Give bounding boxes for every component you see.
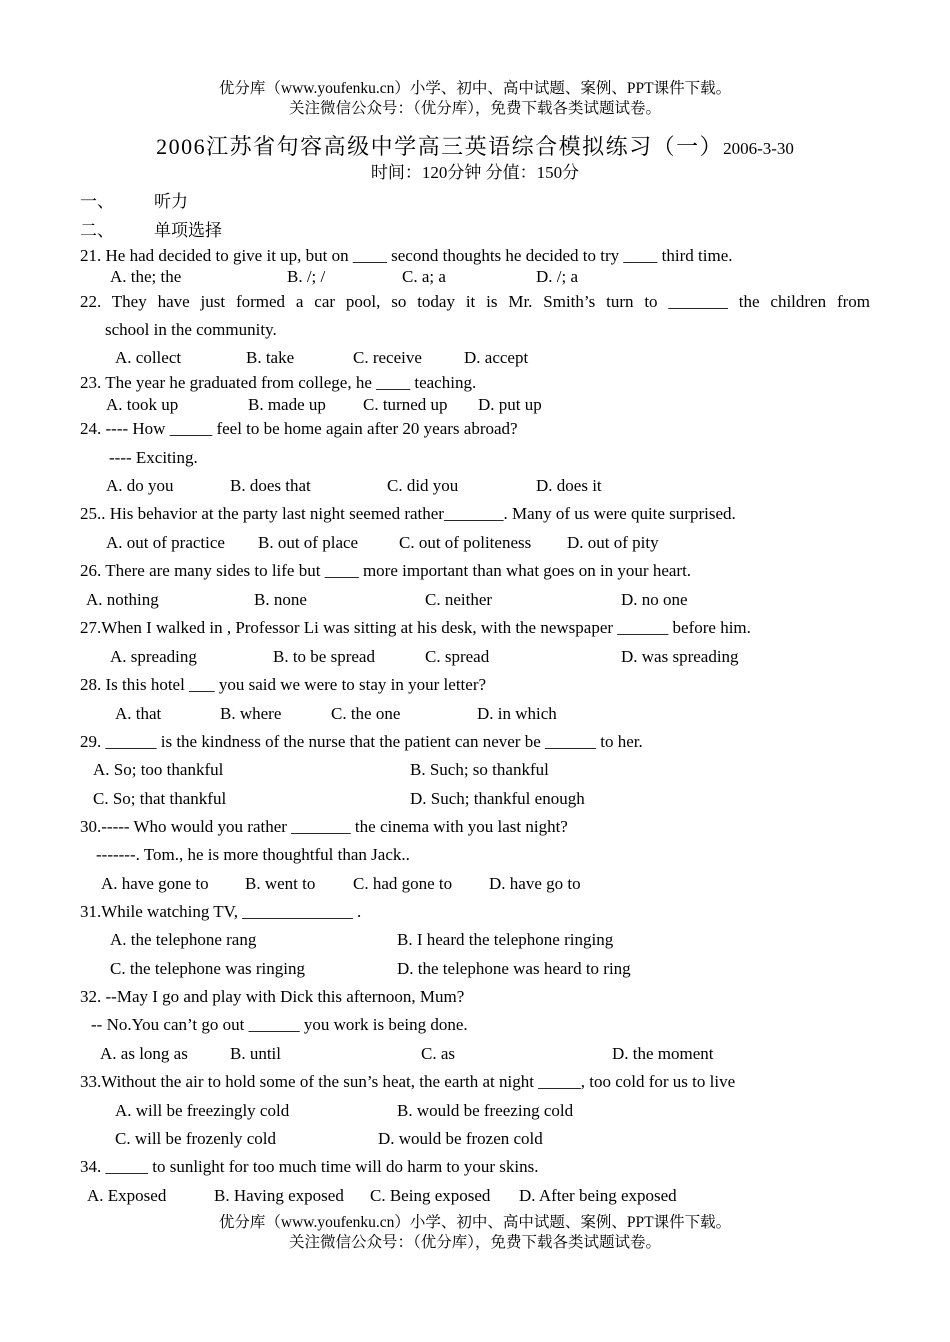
question-stem: 28. Is this hotel ___ you said we were to stay in your letter? [80,675,487,694]
exam-meta: 时间：120分钟 分值：150分 [370,163,580,182]
option: B. went to [245,874,316,893]
option: B. Such; so thankful [410,760,549,779]
option: D. have go to [489,874,581,893]
question-stem: 25.. His behavior at the party last night seemed rather_______. Many of us were quite surprised. [80,504,736,523]
question-stem: 27.When I walked in , Professor Li was sitting at his desk, with the newspaper ______ before him. [80,618,751,637]
question-stem: 21. He had decided to give it up, but on ____ second thoughts he decided to try ____ third time. [80,246,733,265]
header-line-2: 关注微信公众号：（优分库），免费下载各类试题试卷。 [288,100,661,117]
footer-line-2: 关注微信公众号：（优分库），免费下载各类试题试卷。 [288,1234,661,1251]
option: B. would be freezing cold [397,1101,574,1120]
option: C. had gone to [353,874,453,893]
section-label: 二、 [80,221,114,240]
option: A. have gone to [101,874,209,893]
header-line-1: 优分库（www.youfenku.cn）小学、初中、高中试题、案例、PPT课件下载。 [218,80,732,97]
option: A. will be freezingly cold [115,1101,290,1120]
option: A. So; too thankful [93,760,224,779]
option: C. did you [387,476,459,495]
option: A. that [115,704,162,723]
option: C. Being exposed [370,1186,491,1205]
option: B. I heard the telephone ringing [397,930,614,949]
option: C. the telephone was ringing [110,959,305,978]
question-stem: 34. _____ to sunlight for too much time will do harm to your skins. [80,1157,539,1176]
option: D. would be frozen cold [378,1129,543,1148]
question-stem: 24. ---- How _____ feel to be home again after 20 years abroad? [80,419,518,438]
option: A. the; the [110,267,182,286]
option: D. out of pity [567,533,659,552]
footer-line-1: 优分库（www.youfenku.cn）小学、初中、高中试题、案例、PPT课件下载。 [218,1214,732,1231]
question-stem: 30.----- Who would you rather _______ the cinema with you last night? [80,817,568,836]
option: D. the moment [612,1044,714,1063]
question-stem: 26. There are many sides to life but ____ more important than what goes on in your heart. [80,561,692,580]
option: A. nothing [86,590,159,609]
page-title [0,134,950,162]
question-stem: 23. The year he graduated from college, he ____ teaching. [80,373,477,392]
option: A. spreading [110,647,197,666]
option: B. /; / [287,267,326,286]
option: C. a; a [402,267,446,286]
option: C. spread [425,647,490,666]
option: D. no one [621,590,688,609]
option: C. turned up [363,395,448,414]
question-stem-continued: -- No.You can’t go out ______ you work is being done. [91,1015,468,1034]
option: C. receive [353,348,422,367]
option: B. made up [248,395,326,414]
option: D. in which [477,704,557,723]
option: D. /; a [536,267,579,286]
option: C. the one [331,704,401,723]
option: C. neither [425,590,493,609]
option: B. does that [230,476,311,495]
option: B. take [246,348,295,367]
option: C. So; that thankful [93,789,227,808]
question-stem-continued: school in the community. [105,320,277,339]
option: D. accept [464,348,529,367]
option: B. out of place [258,533,359,552]
title-main: 2006江苏省句容高级中学高三英语综合模拟练习（一） [156,134,724,159]
section-title: 单项选择 [154,221,222,240]
option: D. put up [478,395,542,414]
option: D. the telephone was heard to ring [397,959,631,978]
question-stem: 31.While watching TV, _____________ . [80,902,362,921]
section-label: 一、 [80,192,114,211]
option: C. out of politeness [399,533,532,552]
option: C. as [421,1044,455,1063]
option: A. as long as [100,1044,188,1063]
option: D. Such; thankful enough [410,789,585,808]
option: A. do you [106,476,174,495]
option: D. was spreading [621,647,739,666]
option: B. Having exposed [214,1186,344,1205]
question-stem: 22. They have just formed a car pool, so today it is Mr. Smith’s turn to _______ the children from [80,292,870,311]
section-title: 听力 [154,192,188,211]
option: A. Exposed [87,1186,167,1205]
option: B. until [230,1044,282,1063]
option: C. will be frozenly cold [115,1129,276,1148]
option: A. the telephone rang [110,930,257,949]
option: A. collect [115,348,182,367]
option: B. where [220,704,282,723]
option: B. to be spread [273,647,375,666]
question-stem: 29. ______ is the kindness of the nurse that the patient can never be ______ to her. [80,732,643,751]
question-stem-continued: -------. Tom., he is more thoughtful than Jack.. [96,845,410,864]
question-stem: 33.Without the air to hold some of the sun’s heat, the earth at night _____, too cold for us to live [80,1072,736,1091]
title-date: 2006-3-30 [723,139,794,158]
option: A. out of practice [106,533,225,552]
question-stem-continued: ---- Exciting. [109,448,198,467]
option: D. After being exposed [519,1186,677,1205]
option: D. does it [536,476,602,495]
option: B. none [254,590,307,609]
option: A. took up [106,395,179,414]
question-stem: 32. --May I go and play with Dick this afternoon, Mum? [80,987,465,1006]
